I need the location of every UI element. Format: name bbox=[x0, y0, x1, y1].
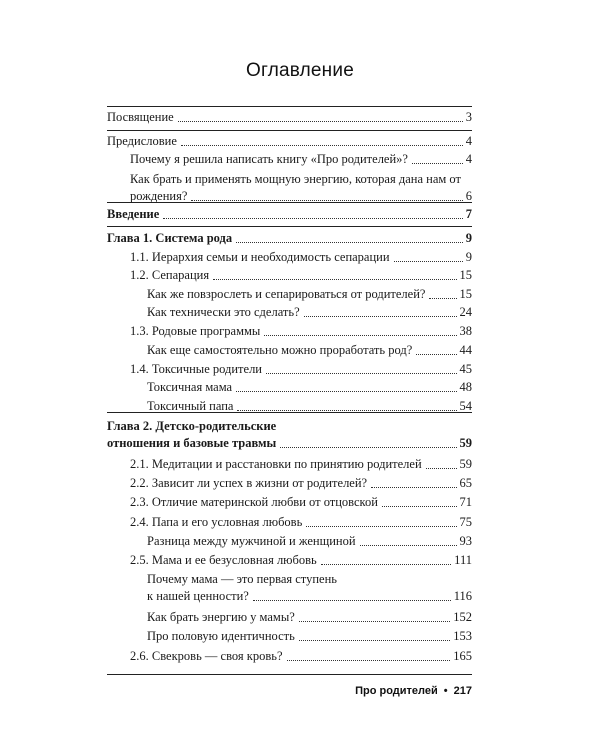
dot-leader bbox=[287, 660, 451, 661]
toc-entry[interactable] bbox=[147, 379, 472, 396]
toc-entry-page: 75 bbox=[459, 515, 472, 529]
toc-entry-page: 9 bbox=[465, 231, 472, 245]
dot-leader bbox=[306, 526, 456, 527]
toc-entry[interactable] bbox=[130, 151, 472, 168]
toc-entry[interactable] bbox=[147, 571, 472, 605]
toc-entry[interactable] bbox=[147, 304, 472, 321]
toc-entry-text: 2.3. Отличие материнской любви от отцовской bbox=[130, 495, 378, 509]
toc-entry-text: 1.2. Сепарация bbox=[130, 268, 210, 282]
toc-entry[interactable] bbox=[130, 361, 472, 378]
toc-entry-text: 2.5. Мама и ее безусловная любовь bbox=[130, 553, 317, 567]
toc-entry-text: рождения? bbox=[130, 189, 188, 203]
toc-entry-text: 2.1. Медитации и расстановки по принятию родителей bbox=[130, 457, 422, 471]
dot-leader bbox=[237, 410, 456, 411]
toc-entry-page: 165 bbox=[453, 649, 472, 663]
toc-entry-page: 45 bbox=[459, 362, 472, 376]
dot-leader bbox=[299, 640, 450, 641]
toc-entry[interactable] bbox=[130, 648, 472, 665]
toc-entry-page: 44 bbox=[459, 343, 472, 357]
toc-entry-page: 6 bbox=[465, 189, 472, 203]
page-footer bbox=[355, 685, 472, 697]
toc-entry-text: Почему я решила написать книгу «Про родителей»? bbox=[130, 152, 408, 166]
toc-entry-page: 38 bbox=[459, 324, 472, 338]
separator bbox=[107, 106, 472, 107]
toc-entry[interactable] bbox=[107, 418, 472, 452]
toc-entry-page: 48 bbox=[459, 380, 472, 394]
toc-entry-text: к нашей ценности? bbox=[147, 589, 249, 603]
toc-entry-text: 1.4. Токсичные родители bbox=[130, 362, 262, 376]
toc-entry[interactable] bbox=[107, 109, 472, 126]
toc-entry-page: 71 bbox=[459, 495, 472, 509]
dot-leader bbox=[360, 545, 457, 546]
toc-entry-text: Как технически это сделать? bbox=[147, 305, 300, 319]
toc-entry[interactable] bbox=[130, 323, 472, 340]
toc-entry-text: Глава 1. Система рода bbox=[107, 231, 233, 245]
dot-leader bbox=[266, 373, 457, 374]
toc-entry-page: 111 bbox=[454, 553, 472, 567]
toc-entry-text: Про половую идентичность bbox=[147, 629, 295, 643]
separator bbox=[107, 674, 472, 675]
toc-entry[interactable] bbox=[147, 342, 472, 359]
page-number: 217 bbox=[453, 685, 472, 697]
toc-entry-page: 54 bbox=[459, 399, 472, 413]
dot-leader bbox=[280, 447, 456, 448]
toc-entry[interactable] bbox=[130, 475, 472, 492]
toc-entry-page: 4 bbox=[465, 134, 472, 148]
toc-entry-text: отношения и базовые травмы bbox=[107, 436, 277, 450]
toc-entry-text: Как брать энергию у мамы? bbox=[147, 610, 295, 624]
toc-entry[interactable] bbox=[130, 171, 472, 205]
toc-entry[interactable] bbox=[107, 230, 472, 247]
dot-leader bbox=[321, 564, 451, 565]
bullet-separator: • bbox=[443, 685, 448, 697]
dot-leader bbox=[412, 163, 463, 164]
toc-entry-page: 59 bbox=[459, 457, 472, 471]
toc-entry-text: Как же повзрослеть и сепарироваться от родителей? bbox=[147, 287, 426, 301]
dot-leader bbox=[236, 391, 456, 392]
dot-leader bbox=[426, 468, 457, 469]
toc-entry-text: 2.4. Папа и его условная любовь bbox=[130, 515, 303, 529]
toc-entry-text-line1: Почему мама — это первая ступень bbox=[147, 572, 337, 586]
dot-leader bbox=[163, 218, 462, 219]
toc-entry[interactable] bbox=[147, 398, 472, 415]
toc-entry-text: Как еще самостоятельно можно проработать род? bbox=[147, 343, 413, 357]
toc-entry-page: 93 bbox=[459, 534, 472, 548]
toc-entry[interactable] bbox=[130, 267, 472, 284]
dot-leader bbox=[236, 242, 463, 243]
toc-entry[interactable] bbox=[130, 514, 472, 531]
toc-entry[interactable] bbox=[130, 249, 472, 266]
toc-entry[interactable] bbox=[130, 494, 472, 511]
toc-entry-page: 9 bbox=[465, 250, 472, 264]
toc-entry[interactable] bbox=[130, 552, 472, 569]
toc-entry-text: Токсичный папа bbox=[147, 399, 234, 413]
toc-entry[interactable] bbox=[107, 206, 472, 223]
dot-leader bbox=[299, 621, 450, 622]
toc-entry[interactable] bbox=[107, 133, 472, 150]
dot-leader bbox=[178, 121, 463, 122]
dot-leader bbox=[213, 279, 456, 280]
toc-entry-page: 153 bbox=[453, 629, 472, 643]
toc-entry-text: Посвящение bbox=[107, 110, 174, 124]
toc-entry-page: 3 bbox=[465, 110, 472, 124]
running-title: Про родителей bbox=[355, 685, 438, 697]
toc-entry[interactable] bbox=[147, 609, 472, 626]
page-title: Оглавление bbox=[246, 60, 354, 81]
dot-leader bbox=[382, 506, 457, 507]
toc-entry-text: 2.6. Свекровь — своя кровь? bbox=[130, 649, 283, 663]
dot-leader bbox=[394, 261, 463, 262]
toc-entry-text: Разница между мужчиной и женщиной bbox=[147, 534, 356, 548]
dot-leader bbox=[264, 335, 456, 336]
dot-leader bbox=[253, 600, 451, 601]
toc-entry-text: 1.3. Родовые программы bbox=[130, 324, 261, 338]
toc-entry-text: Токсичная мама bbox=[147, 380, 233, 394]
toc-entry[interactable] bbox=[147, 533, 472, 550]
toc-entry[interactable] bbox=[130, 456, 472, 473]
separator bbox=[107, 130, 472, 131]
dot-leader bbox=[429, 298, 456, 299]
toc-entry-page: 65 bbox=[459, 476, 472, 490]
dot-leader bbox=[304, 316, 457, 317]
dot-leader bbox=[416, 354, 456, 355]
toc-entry-page: 7 bbox=[465, 207, 472, 221]
toc-entry[interactable] bbox=[147, 628, 472, 645]
toc-entry-page: 59 bbox=[459, 436, 472, 450]
toc-entry[interactable] bbox=[147, 286, 472, 303]
toc-entry-page: 152 bbox=[453, 610, 472, 624]
toc-entry-page: 15 bbox=[459, 268, 472, 282]
dot-leader bbox=[181, 145, 463, 146]
toc-entry-text: 1.1. Иерархия семьи и необходимость сепарации bbox=[130, 250, 390, 264]
toc-entry-text: Введение bbox=[107, 207, 160, 221]
toc-entry-text: 2.2. Зависит ли успех в жизни от родителей? bbox=[130, 476, 368, 490]
toc-entry-page: 24 bbox=[459, 305, 472, 319]
toc-entry-page: 15 bbox=[459, 287, 472, 301]
separator bbox=[107, 226, 472, 227]
toc-entry-text-line1: Как брать и применять мощную энергию, которая дана нам от bbox=[130, 172, 461, 186]
toc-entry-text: Предисловие bbox=[107, 134, 177, 148]
dot-leader bbox=[371, 487, 456, 488]
dot-leader bbox=[191, 200, 462, 201]
toc-entry-page: 4 bbox=[465, 152, 472, 166]
toc-entry-text-line1: Глава 2. Детско-родительские bbox=[107, 419, 277, 433]
toc-entry-page: 116 bbox=[453, 589, 472, 603]
